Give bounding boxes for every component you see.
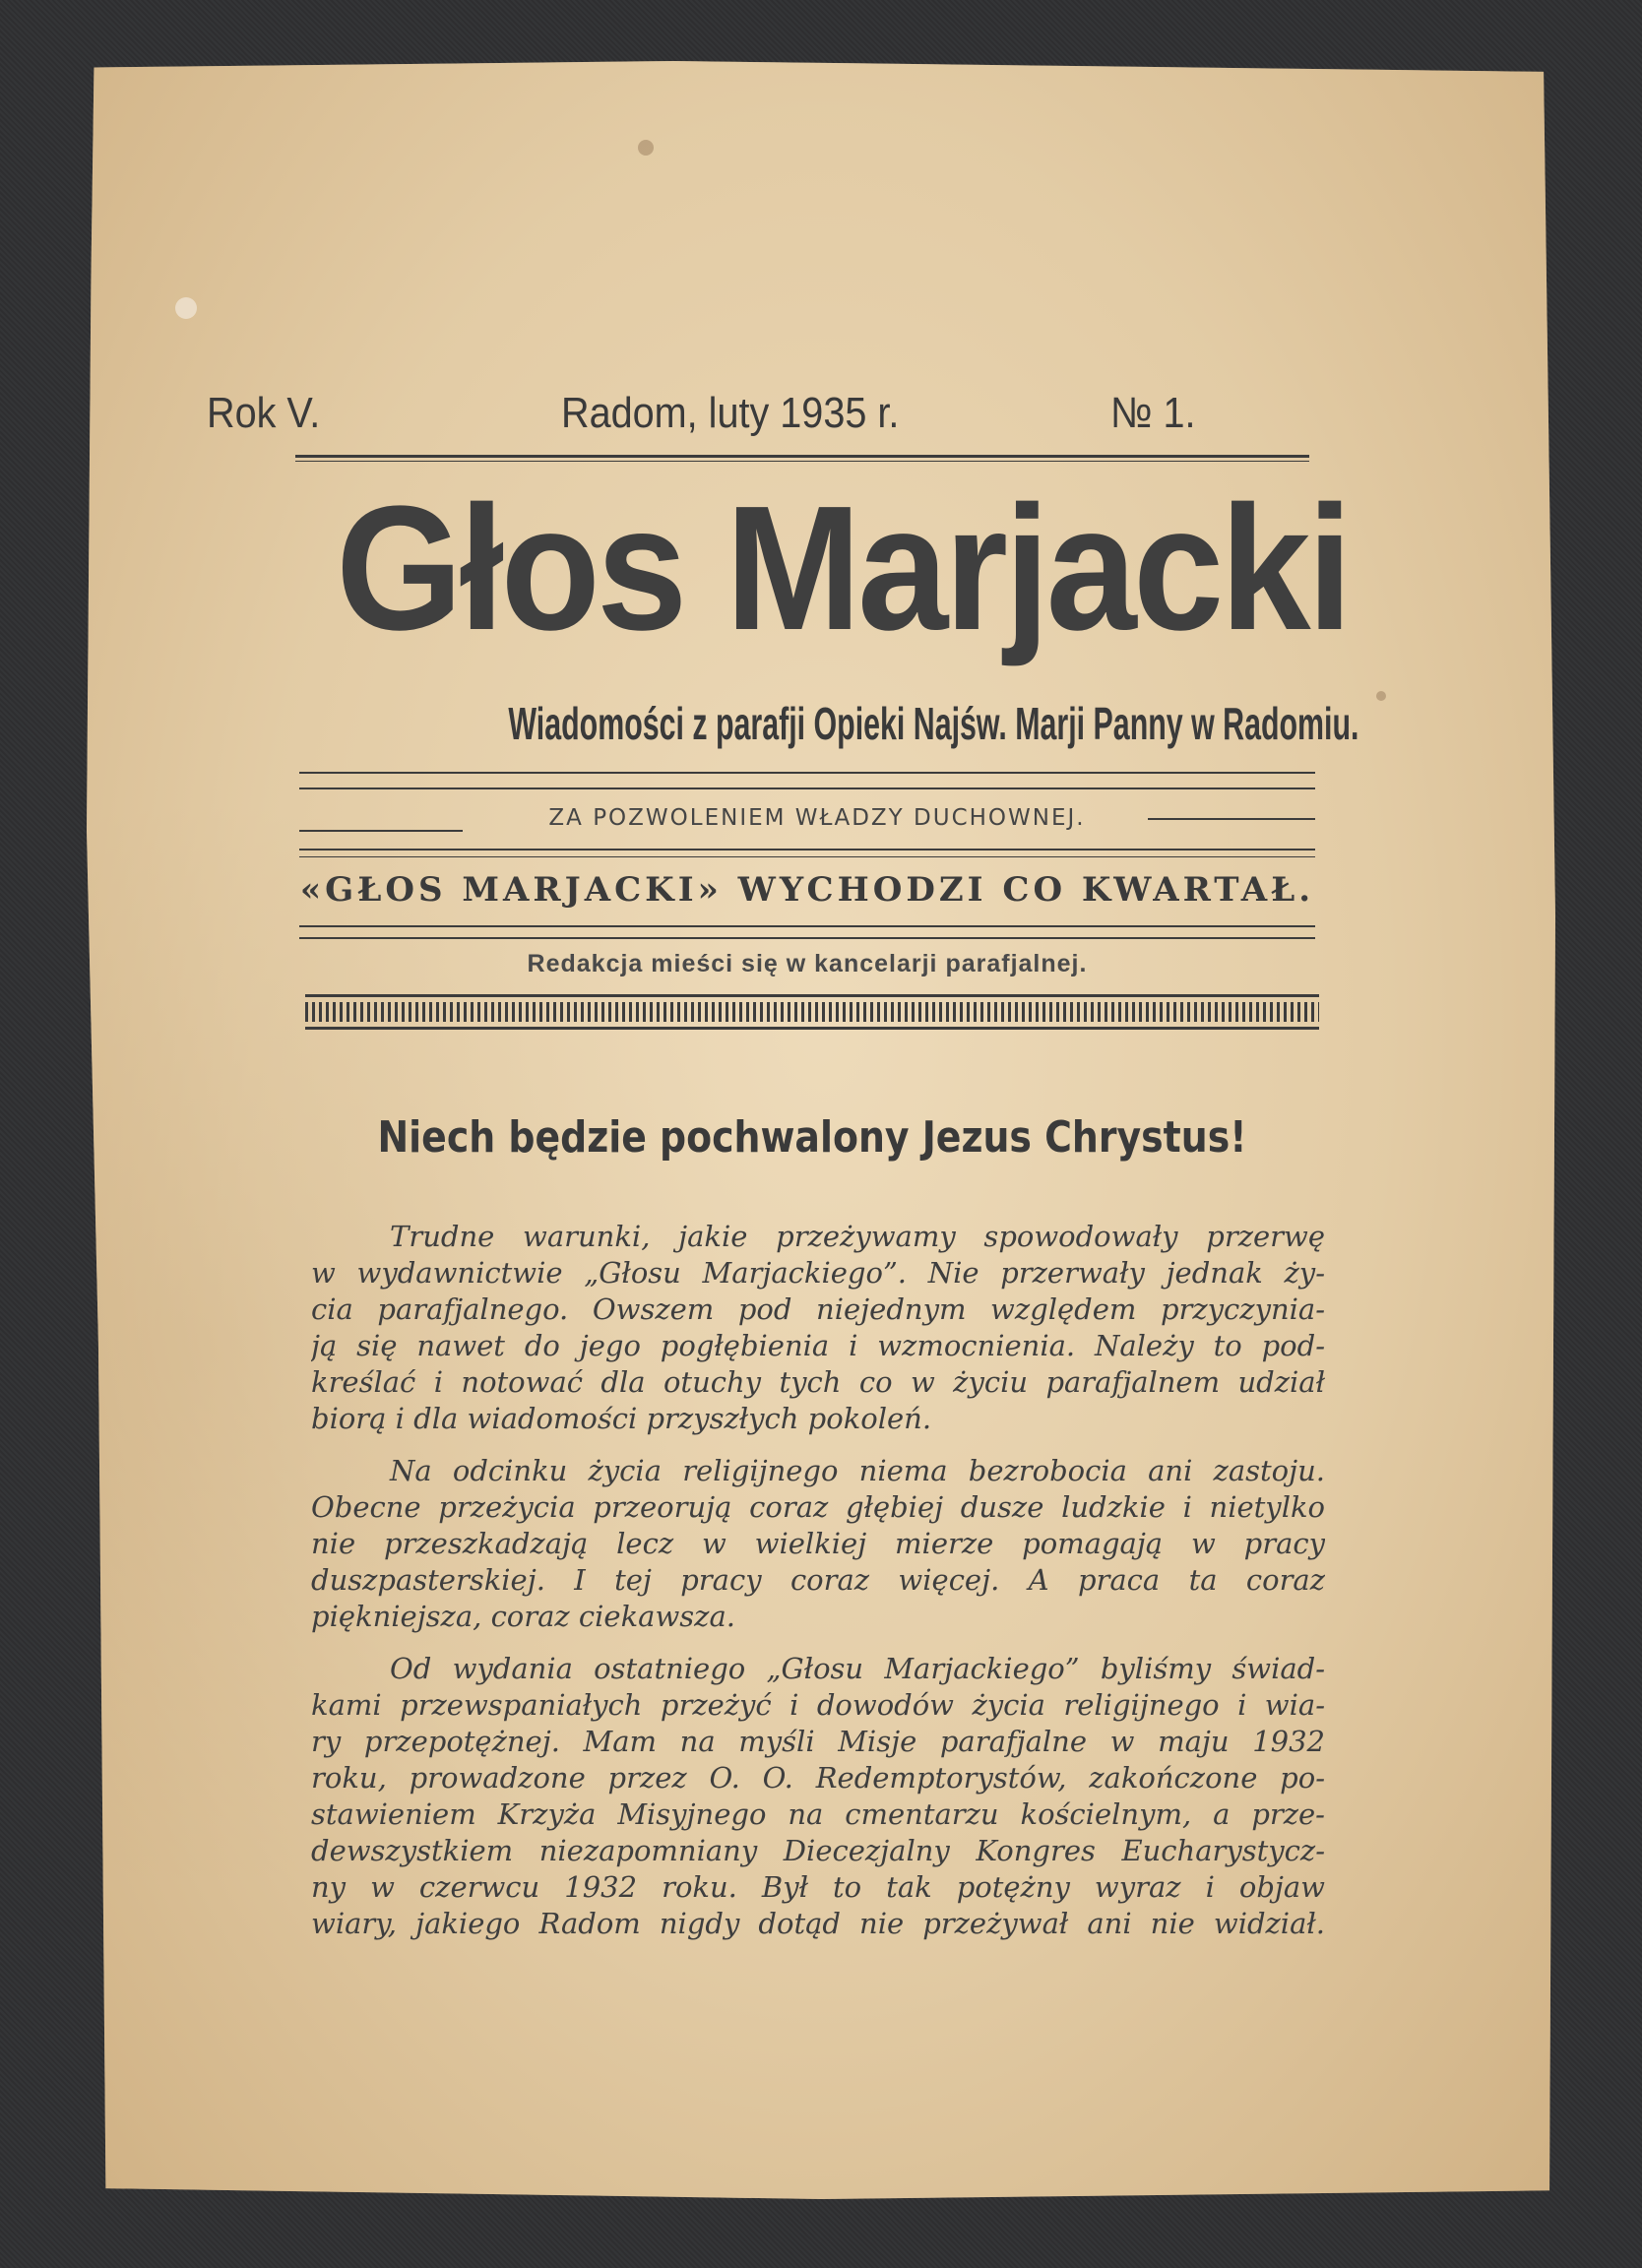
text-line: w wydawnictwie „Głosu Marjackiego”. Nie przerwały jednak ży- <box>311 1256 1325 1290</box>
masthead-title: Głos Marjacki <box>336 470 1350 667</box>
text-line: roku, prowadzone przez O. O. Redemptorystów, zakończone po- <box>311 1761 1325 1795</box>
text-line: duszpasterskiej. I tej pracy coraz więcej. A praca ta coraz <box>311 1563 1325 1597</box>
article-greeting: Niech będzie pochwalony Jezus Chrystus! <box>377 1112 1247 1163</box>
article-paragraph <box>311 1651 1325 1942</box>
text-line: wiary, jakiego Radom nigdy dotąd nie przeżywał ani nie widział. <box>311 1907 1325 1940</box>
article-paragraph <box>311 1453 1325 1635</box>
divider-rule <box>299 925 1315 927</box>
text-line: kreślać i notować dla otuchy tych co w życiu parafjalnem udział <box>311 1365 1325 1399</box>
paper-stain <box>638 140 654 156</box>
paper-stain <box>1376 691 1386 701</box>
editorial-notice: Redakcja mieści się w kancelarji parafjalnej. <box>527 950 1088 977</box>
text-line: dewszystkiem niezapomniany Diecezjalny Kongres Eucharystycz- <box>311 1834 1325 1867</box>
divider-rule <box>299 830 463 832</box>
frequency-notice: «GŁOS MARJACKI» WYCHODZI CO KWARTAŁ. <box>299 870 1315 910</box>
divider-rule <box>299 856 1315 857</box>
divider-rule <box>1148 818 1315 820</box>
permission-notice: ZA POZWOLENIEM WŁADZY DUCHOWNEJ. <box>548 805 1086 831</box>
divider-rule <box>299 788 1315 789</box>
article-body <box>311 1219 1325 1958</box>
text-line: nie przeszkadzają lecz w wielkiej mierze pomagają w pracy <box>311 1527 1325 1560</box>
text-line: ją się nawet do jego pogłębienia i wzmocnienia. Należy to pod- <box>311 1329 1325 1362</box>
article-paragraph <box>311 1219 1325 1437</box>
text-line: Trudne warunki, jakie przeżywamy spowodowały przerwę <box>390 1220 1325 1253</box>
issue-place-date: Radom, luty 1935 r. <box>561 389 900 437</box>
text-line: Od wydania ostatniego „Głosu Marjackiego” byliśmy świad- <box>390 1652 1325 1685</box>
text-line: Obecne przeżycia przeorują coraz głębiej dusze ludzkie i nietylko <box>311 1490 1325 1524</box>
text-line: kami przewspaniałych przeżyć i dowodów życia religijnego i wia- <box>311 1688 1325 1722</box>
divider-rule <box>299 937 1315 939</box>
text-line: ny w czerwcu 1932 roku. Był to tak potężny wyraz i objaw <box>311 1870 1325 1904</box>
text-line: piękniejsza, coraz ciekawsza. <box>311 1600 735 1633</box>
text-line: ry przepotężnej. Mam na myśli Misje parafjalne w maju 1932 <box>311 1725 1325 1758</box>
masthead-subtitle: Wiadomości z parafji Opieki Najśw. Marji Panny w Radomiu. <box>508 698 1359 749</box>
text-line: biorą i dla wiadomości przyszłych pokoleń. <box>311 1402 932 1435</box>
divider-rule <box>299 772 1315 774</box>
text-line: Na odcinku życia religijnego niema bezrobocia ani zastoju. <box>390 1454 1325 1487</box>
text-line: cia parafjalnego. Owszem pod niejednym względem przyczynia- <box>311 1292 1325 1326</box>
issue-year: Rok V. <box>207 389 321 437</box>
header-rule <box>295 461 1309 462</box>
issue-number: № 1. <box>1110 389 1196 437</box>
header-rule <box>295 455 1309 458</box>
text-line: stawieniem Krzyża Misyjnego na cmentarzu kościelnym, a prze- <box>311 1797 1325 1831</box>
paper-stain <box>175 297 197 319</box>
divider-rule <box>299 849 1315 850</box>
hatched-divider <box>305 994 1319 1030</box>
issue-header <box>207 389 1196 444</box>
